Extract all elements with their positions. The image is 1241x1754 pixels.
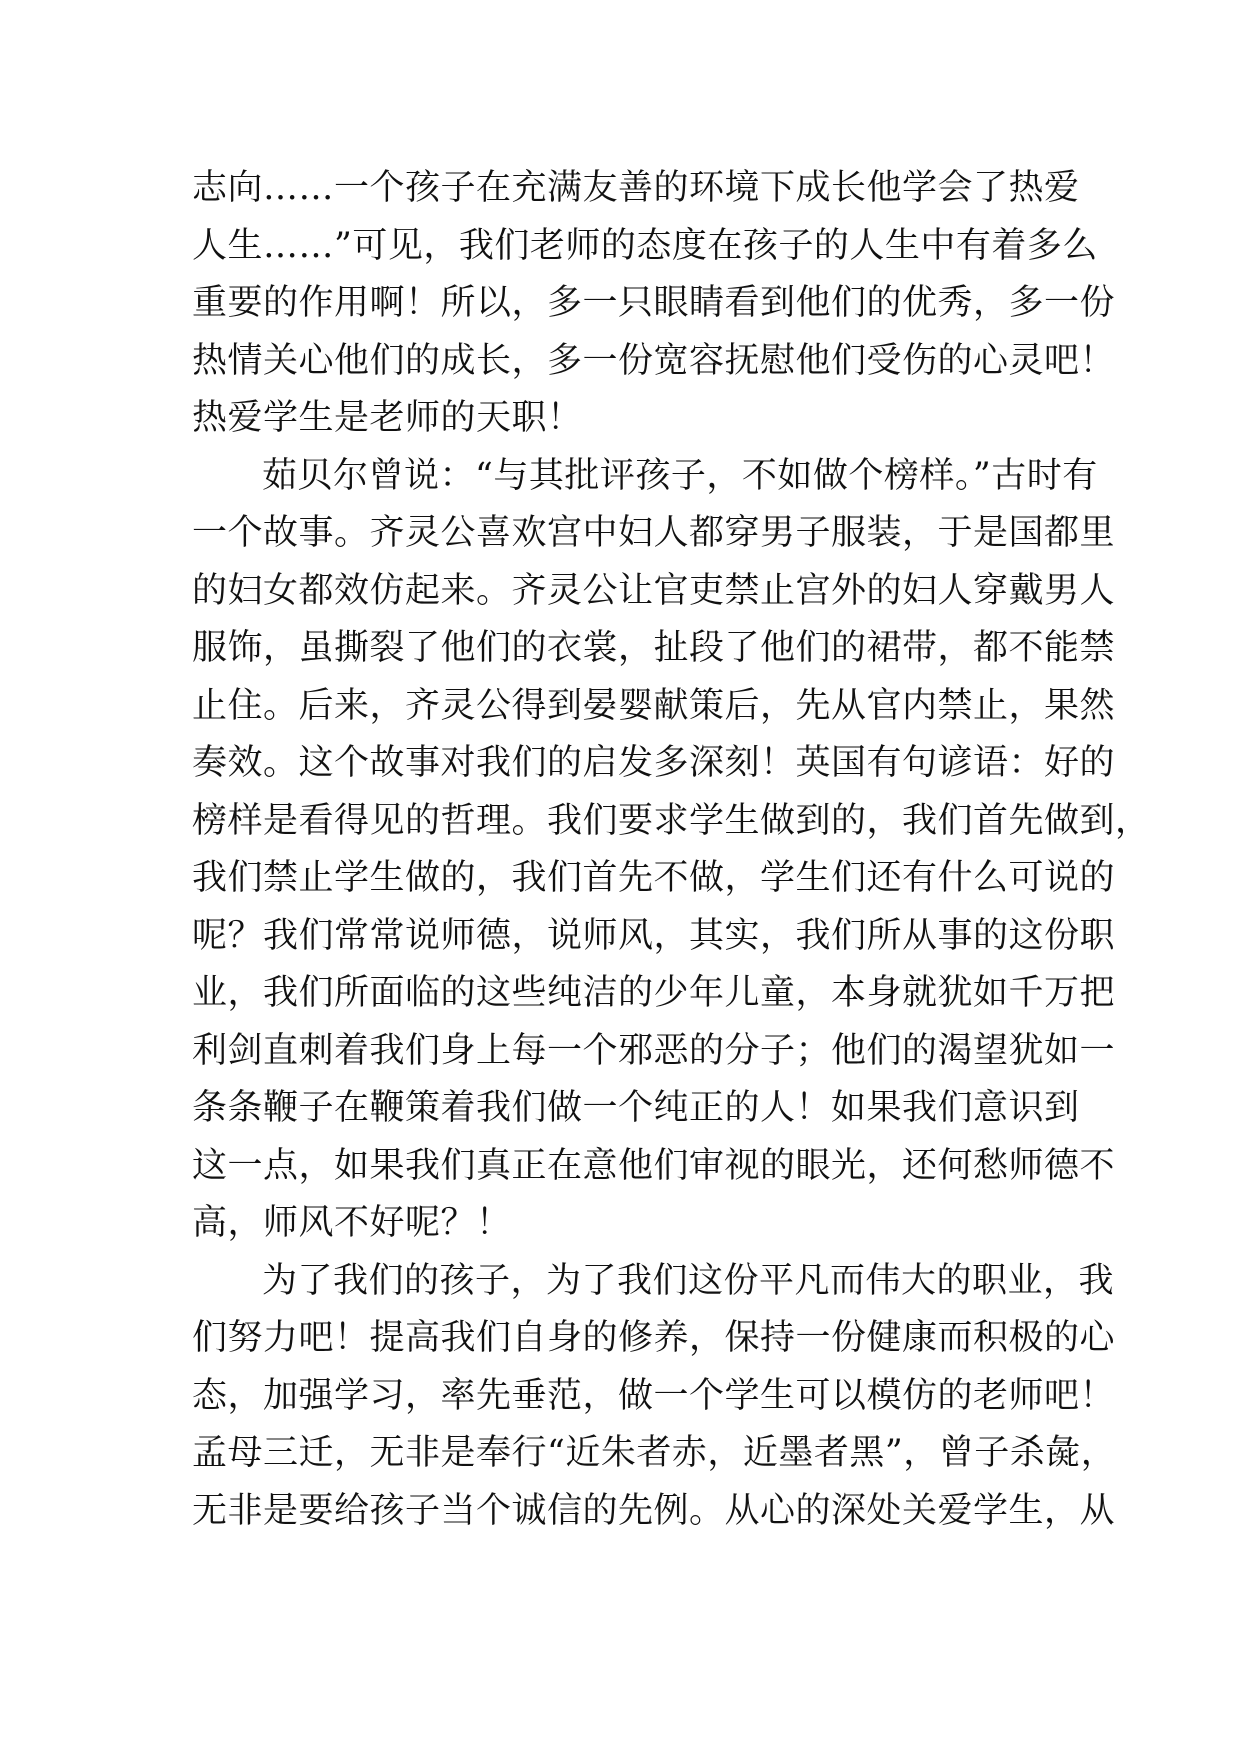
text-line: 止住。后来，齐灵公得到晏婴献策后，先从官内禁止，果然: [192, 685, 1116, 726]
text-line: 这一点，如果我们真正在意他们审视的眼光，还何愁师德不: [192, 1145, 1116, 1186]
paragraph-first-line: 茹贝尔曾说：“与其批评孩子，不如做个榜样。”古时有: [262, 455, 1098, 496]
text-line: 奏效。这个故事对我们的启发多深刻！英国有句谚语：好的: [192, 743, 1116, 783]
text-line: 条条鞭子在鞭策着我们做一个纯正的人！如果我们意识到: [192, 1088, 1080, 1128]
text-line: 业，我们所面临的这些纯洁的少年儿童，本身就犹如千万把: [192, 973, 1116, 1013]
paragraph-first-line: 为了我们的孩子，为了我们这份平凡而伟大的职业，我: [262, 1260, 1115, 1301]
text-line: 服饰，虽撕裂了他们的衣裳，扯段了他们的裙带，都不能禁: [192, 628, 1116, 668]
text-line: 志向……一个孩子在充满友善的环境下成长他学会了热爱: [192, 168, 1080, 208]
text-line: 热爱学生是老师的天职！: [192, 398, 583, 438]
text-line: 呢？我们常常说师德，说师风，其实，我们所从事的这份职: [192, 915, 1116, 956]
text-line: 无非是要给孩子当个诚信的先例。从心的深处关爱学生，从: [192, 1490, 1116, 1531]
text-line: 重要的作用啊！所以，多一只眼睛看到他们的优秀，多一份: [192, 283, 1116, 323]
text-line: 我们禁止学生做的，我们首先不做，学生们还有什么可说的: [192, 858, 1116, 898]
text-line: 的妇女都效仿起来。齐灵公让官吏禁止宫外的妇人穿戴男人: [192, 570, 1116, 611]
text-line: 利剑直刺着我们身上每一个邪恶的分子；他们的渴望犹如一: [192, 1030, 1116, 1071]
text-line: 们努力吧！提高我们自身的修养，保持一份健康而积极的心: [192, 1318, 1116, 1358]
text-line: 高，师风不好呢？！: [192, 1203, 512, 1243]
text-line: 榜样是看得见的哲理。我们要求学生做到的，我们首先做到，: [192, 800, 1151, 841]
text-line: 人生……”可见，我们老师的态度在孩子的人生中有着多么: [192, 225, 1098, 266]
text-line: 孟母三迁，无非是奉行“近朱者赤，近墨者黑”，曾子杀彘，: [192, 1433, 1117, 1473]
text-line: 热情关心他们的成长，多一份宽容抚慰他们受伤的心灵吧！: [192, 340, 1116, 381]
text-line: 一个故事。齐灵公喜欢宫中妇人都穿男子服装，于是国都里: [192, 513, 1116, 553]
text-line: 态，加强学习，率先垂范，做一个学生可以模仿的老师吧！: [192, 1375, 1116, 1416]
body-text: [192, 160, 1151, 1540]
